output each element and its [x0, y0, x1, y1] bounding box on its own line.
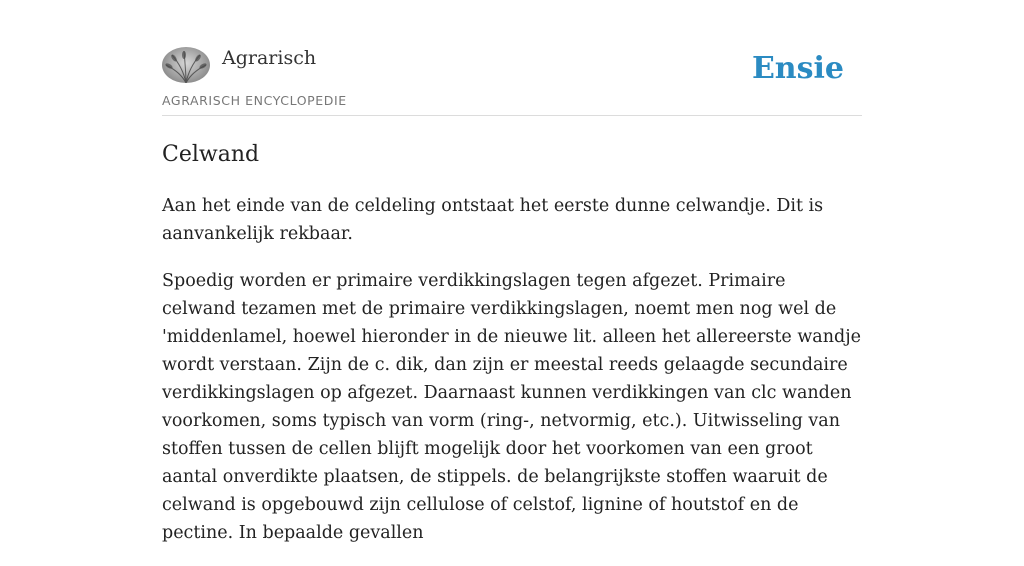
page — [162, 0, 862, 543]
publication-subtitle: AGRARISCH ENCYCLOPEDIE — [162, 93, 347, 108]
article-body — [162, 192, 862, 566]
article-title: Celwand — [162, 142, 260, 167]
wheat-logo-icon[interactable] — [162, 47, 210, 83]
site-header — [162, 0, 862, 116]
article-paragraph: Spoedig worden er primaire verdikkingslagen tegen afgezet. Primaire celwand tezamen met de primaire verdikkingslagen, noemt men nog wel de 'middenlamel, hoewel hieronder in de nieuwe lit. alleen het allereerste wandje wordt verstaan. Zijn de c. dik, dan zijn er meestal reeds gelaagde secundaire verdikkingslagen op afgezet. Daarnaast kunnen verdikkingen van clc wanden voorkomen, soms typisch van vorm (ring-, netvormig, etc.). Uitwisseling van stoffen tussen de cellen blijft mogelijk door het voorkomen van een groot aantal onverdikte plaatsen, de stippels. de belangrijkste stoffen waaruit de celwand is opgebouwd zijn cellulose of celstof, lignine of houtstof en de pectine. In bepaalde gevallen — [162, 271, 862, 543]
publication-name[interactable]: Agrarisch — [222, 47, 317, 69]
article-paragraph: Aan het einde van de celdeling ontstaat het eerste dunne celwandje. Dit is aanvankelijk rekbaar. — [162, 196, 824, 244]
ensie-brand-link[interactable]: Ensie — [751, 51, 844, 86]
